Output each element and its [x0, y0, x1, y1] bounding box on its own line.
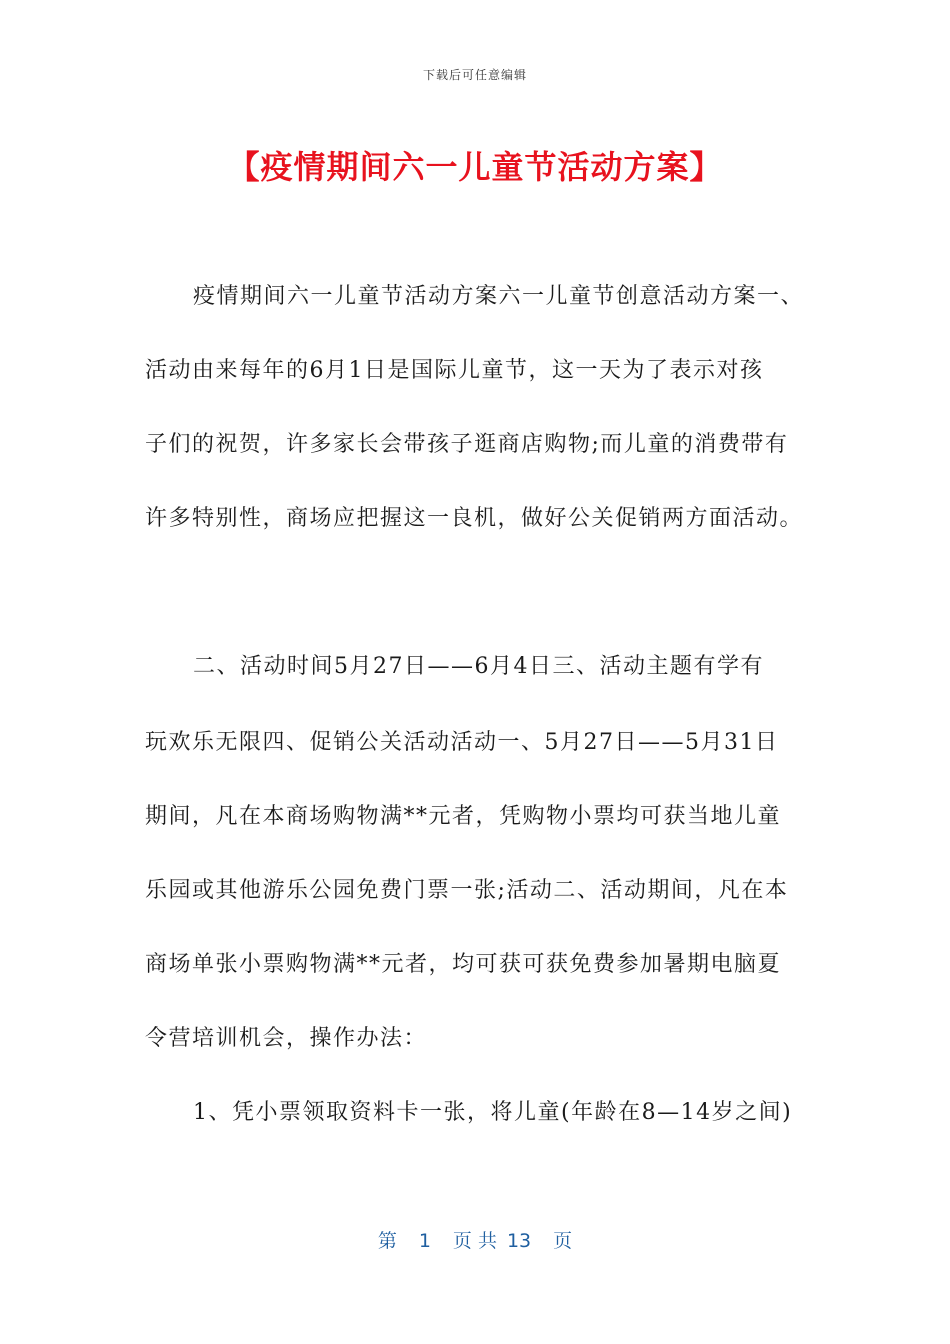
paragraph-line: 疫情期间六一儿童节活动方案六一儿童节创意活动方案一、 [193, 284, 805, 309]
paragraph-line: 令营培训机会，操作办法： [145, 1026, 428, 1051]
paragraph-line: 乐园或其他游乐公园免费门票一张;活动二、活动期间，凡在本 [145, 878, 789, 903]
page-footer [0, 1226, 950, 1253]
footer-suffix: 页 [553, 1230, 573, 1252]
header-note: 下载后可任意编辑 [422, 68, 527, 82]
paragraph-line: 许多特别性，商场应把握这一良机，做好公关促销两方面活动。 [145, 506, 804, 531]
paragraph-line: 玩欢乐无限四、促销公关活动活动一、5月27日——5月31日 [145, 730, 779, 755]
footer-middle: 页 共 [452, 1230, 497, 1252]
paragraph-line: 商场单张小票购物满**元者，均可获可获免费参加暑期电脑夏 [145, 952, 782, 977]
paragraph-line: 1、凭小票领取资料卡一张，将儿童(年龄在8—14岁之间) [193, 1100, 793, 1125]
document-title: 【疫情期间六一儿童节活动方案】 [227, 148, 723, 186]
current-page-number: 1 [418, 1230, 431, 1252]
paragraph-line: 活动由来每年的6月1日是国际儿童节，这一天为了表示对孩 [145, 358, 764, 383]
total-pages-number: 13 [506, 1230, 532, 1252]
paragraph-line: 期间，凡在本商场购物满**元者，凭购物小票均可获当地儿童 [145, 804, 782, 829]
footer-prefix: 第 [377, 1230, 397, 1252]
paragraph-line: 二、活动时间5月27日——6月4日三、活动主题有学有 [193, 654, 764, 679]
paragraph-line: 子们的祝贺，许多家长会带孩子逛商店购物;而儿童的消费带有 [145, 432, 789, 457]
